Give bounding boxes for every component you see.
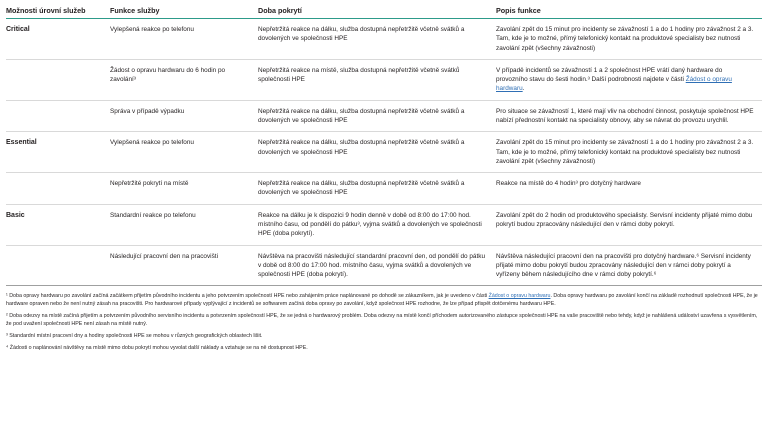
table-header-row [6, 4, 762, 19]
cell-service-level [6, 245, 110, 286]
cell-coverage-window: Reakce na dálku je k dispozici 9 hodin denně v době od 8:00 do 17:00 hod. místního času, od pondělí do pátku³, vyjma svátků a dovolených ve společnosti HPE (doba pokrytí). [258, 204, 496, 245]
cell-service-level [6, 59, 110, 100]
cell-coverage-window: Návštěva na pracovišti následující standardní pracovní den, od pondělí do pátku v době od 8:00 do 17:00 hod. místního času, vyjma svátků a dovolených ve společnosti HPE (doba pokrytí). [258, 245, 496, 286]
cell-coverage-window: Nepřetržitá reakce na místě, služba dostupná nepřetržitě včetně svátků společnosti HPE [258, 59, 496, 100]
footnotes [6, 293, 758, 353]
table-row [6, 173, 762, 205]
cell-coverage-window: Nepřetržitá reakce na dálku, služba dostupná nepřetržitě včetně svátků a dovolených ve společnosti HPE [258, 19, 496, 60]
cell-coverage-window: Nepřetržitá reakce na dálku, služba dostupná nepřetržitě včetně svátků a dovolených ve společnosti HPE [258, 132, 496, 173]
cell-feature-description: Pro situace se závažností 1, které mají vliv na obchodní činnost, poskytuje společnost HPE nabízí přednostní kontakt na specialisty obnovy, aby se návrat do provozu urychlil. [496, 100, 762, 132]
cell-service-level: Essential [6, 132, 110, 173]
cell-feature-description: Zavolání zpět do 15 minut pro incidenty se závažností 1 a do 1 hodiny pro závažnost 2 a 3. Tam, kde je to možné, přímý telefonický kontakt na produktové specialisty bez nutnosti zavolání zpět (všechny závažnosti) [496, 132, 762, 173]
cell-feature-description: Návštěva následující pracovní den na pracovišti pro dotyčný hardware.⁶ Servisní incidenty přijaté mimo dobu pokrytí budou zpracovány následující den v rámci doby pokrytí a vyřízeny během následujícího dne v rámci doby pokrytí.⁶ [496, 245, 762, 286]
footnote: ³ Standardní místní pracovní dny a hodiny společnosti HPE se mohou v různých geografických oblastech lišit. [6, 333, 263, 340]
cell-service-feature: Následující pracovní den na pracovišti [110, 245, 258, 286]
cell-service-level [6, 173, 110, 205]
table-row [6, 204, 762, 245]
cell-service-feature: Správa v případě výpadku [110, 100, 258, 132]
cell-service-feature: Vylepšená reakce po telefonu [110, 19, 258, 60]
cell-coverage-window: Nepřetržitá reakce na dálku, služba dostupná nepřetržitě včetně svátků a dovolených ve společnosti HPE [258, 100, 496, 132]
cell-service-feature: Standardní reakce po telefonu [110, 204, 258, 245]
table-row [6, 19, 762, 60]
cell-service-level: Basic [6, 204, 110, 245]
table-row [6, 100, 762, 132]
table-header [6, 4, 762, 19]
column-header-service-level: Možnosti úrovní služeb [6, 4, 110, 19]
cell-feature-description: Zavolání zpět do 15 minut pro incidenty se závažností 1 a do 1 hodiny pro závažnost 2 a 3. Tam, kde je to možné, přímý telefonický kontakt na produktové specialisty bez nutnosti zavolání zpět (všechny závažnosti) [496, 19, 762, 60]
footnote-link[interactable]: Žádost o opravu hardwaru [488, 293, 551, 300]
cell-service-feature: Nepřetržité pokrytí na místě [110, 173, 258, 205]
cell-service-level: Critical [6, 19, 110, 60]
cell-feature-description: Reakce na místě do 4 hodin³ pro dotyčný hardware [496, 173, 762, 205]
column-header-service-feature: Funkce služby [110, 4, 258, 19]
cell-service-feature: Žádost o opravu hardwaru do 6 hodin po zavolání³ [110, 59, 258, 100]
cell-feature-description: V případě incidentů se závažností 1 a 2 společnost HPE vrátí daný hardware do provozního stavu do šesti hodin.³ Další podrobnosti najdete v části Žádost o opravu hardwaru. [496, 59, 762, 100]
column-header-coverage-window: Doba pokrytí [258, 4, 496, 19]
footnote: ¹ Doba opravy hardwaru po zavolání začíná začátkem přijetím původního incidentu a jeho potvrzením společností HPE nebo zahájením práce naplánované po dohodě se zákazníkem, jak je uvedeno v části Žádost o opravu hardwaru. Doba opravy hardwaru po zavolání končí na základě rozhodnutí společnosti HPE, že je hardware opraven nebo že není nutný zásah na pracovišti. Pro hardwarové případy vyplývající z incidentů se softwarem začíná doba opravy po zavolání, když společnost HPE rozhodne, že lze případ přispět dotčenému hardwaru HPE. [6, 293, 758, 308]
hardware-repair-link[interactable]: Žádost o opravu hardwaru [496, 76, 732, 93]
table-row [6, 132, 762, 173]
table-body [6, 19, 762, 286]
column-header-feature-description: Popis funkce [496, 4, 762, 19]
cell-coverage-window: Nepřetržitá reakce na dálku, služba dostupná nepřetržitě včetně svátků a dovolených ve společnosti HPE [258, 173, 496, 205]
table-row [6, 59, 762, 100]
cell-service-feature: Vylepšená reakce po telefonu [110, 132, 258, 173]
footnote: ² Doba odezvy na místě začíná přijetím a potvrzením původního servisního incidentu a potvrzením společností HPE, že se jedná o hardwarový problém. Doba odezvy na místě končí příchodem autorizovaného zástupce společnosti HPE na vaše pracoviště nebo tehdy, když je nahlášená událoství uzavřena s vysvětlením, že pod uvažení společnosti HPE není zásah na místě nutný. [6, 313, 758, 328]
cell-feature-description: Zavolání zpět do 2 hodin od produktového specialisty. Servisní incidenty přijaté mimo dobu pokrytí budou zpracovány následující den v rámci doby pokrytí. [496, 204, 762, 245]
cell-service-level [6, 100, 110, 132]
footnote: ⁴ Žádosti o naplánování návštěvy na místě mimo dobu pokrytí mohou vyvolat další náklady a vztahuje se na ně dostupnost HPE. [6, 345, 308, 352]
table-row [6, 245, 762, 286]
service-levels-table [6, 4, 762, 286]
